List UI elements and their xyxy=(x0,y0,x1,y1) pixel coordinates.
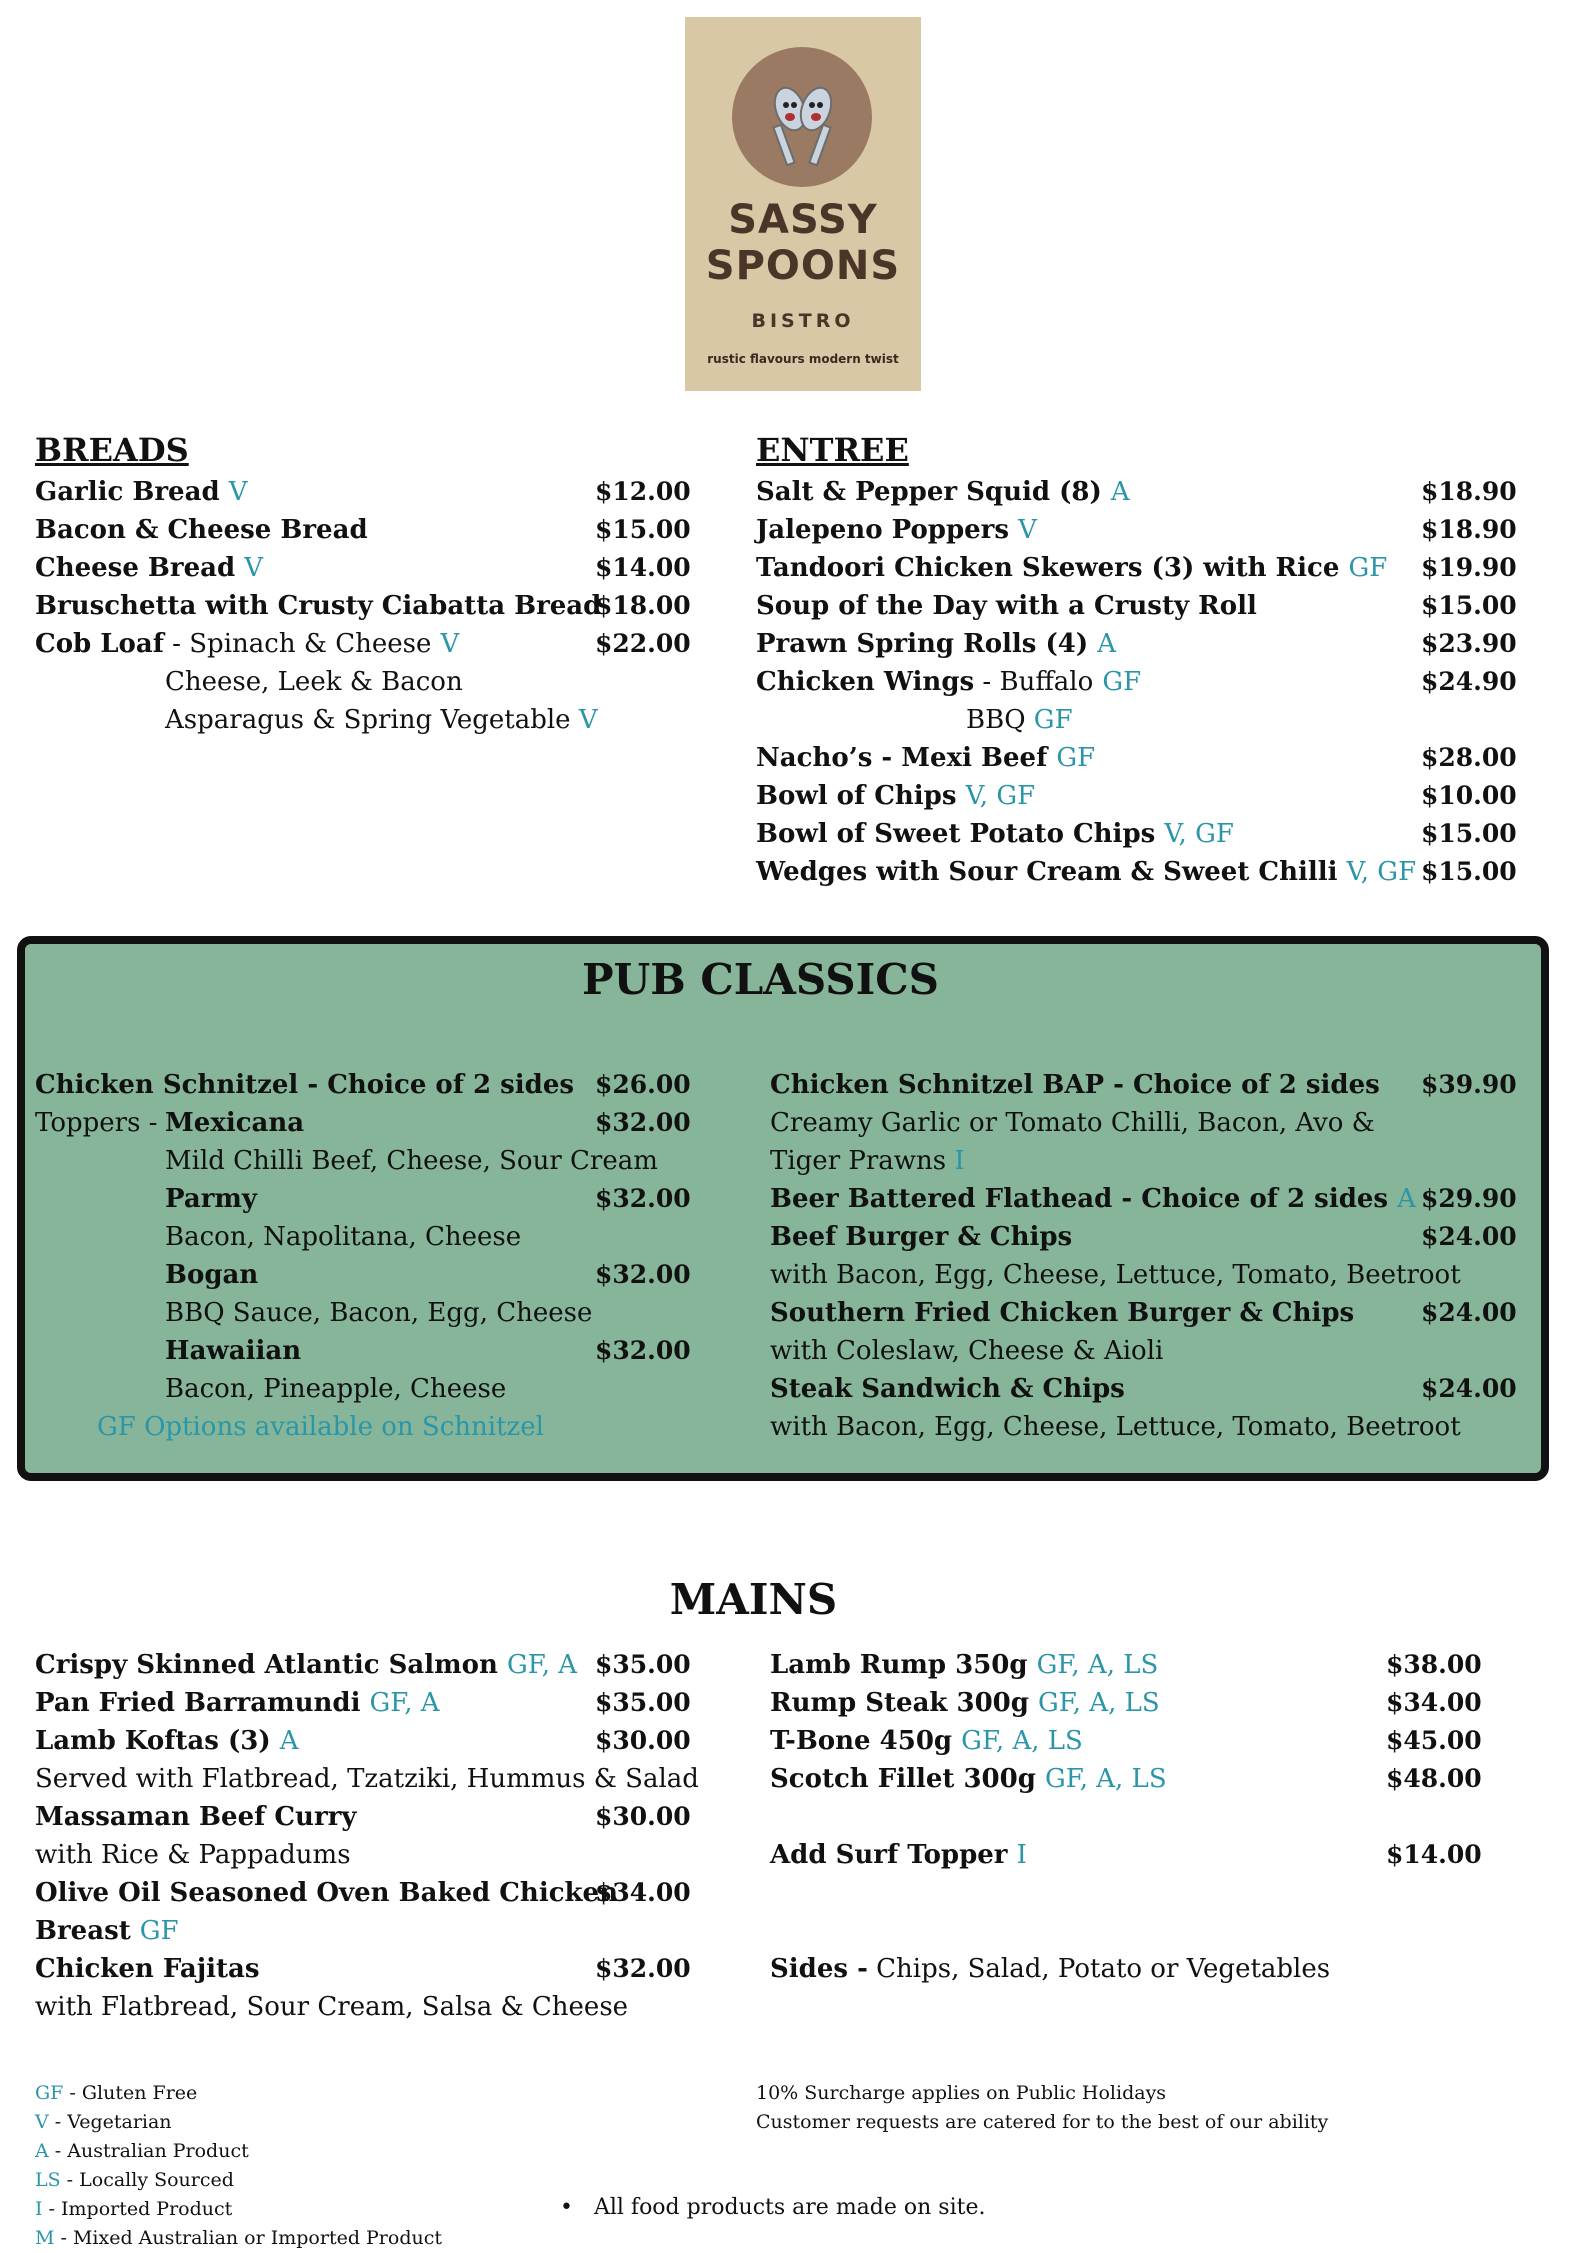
item-description: with Rice & Pappadums xyxy=(35,1840,351,1870)
menu-item: Rump Steak 300g GF, A, LS xyxy=(770,1688,1160,1718)
item-description: Creamy Garlic or Tomato Chilli, Bacon, Avo & xyxy=(770,1108,1375,1138)
menu-item: Add Surf Topper I xyxy=(770,1840,1027,1870)
menu-price: $15.00 xyxy=(595,515,691,544)
wings-option: BBQ GF xyxy=(966,705,1073,735)
cob-option: Cheese, Leek & Bacon xyxy=(165,667,463,697)
menu-price: $30.00 xyxy=(595,1802,691,1831)
item-description: Served with Flatbread, Tzatziki, Hummus & Salad xyxy=(35,1764,699,1794)
menu-item: Bowl of Chips V, GF xyxy=(756,781,1036,811)
menu-price: $38.00 xyxy=(1386,1650,1482,1679)
menu-price: $34.00 xyxy=(595,1878,691,1907)
legend-item: GF - Gluten Free xyxy=(35,2082,198,2104)
surcharge-note: 10% Surcharge applies on Public Holidays xyxy=(756,2082,1167,2104)
entree-heading: ENTREE xyxy=(756,431,909,469)
menu-price: $14.00 xyxy=(1386,1840,1482,1869)
menu-item: Salt & Pepper Squid (8) A xyxy=(756,477,1130,507)
menu-item: Beef Burger & Chips xyxy=(770,1222,1073,1252)
brand-line-3: BISTRO xyxy=(751,310,855,332)
menu-price: $45.00 xyxy=(1386,1726,1482,1755)
brand-line-1: SASSY xyxy=(728,197,878,243)
menu-price: $32.00 xyxy=(595,1260,691,1289)
menu-item: T-Bone 450g GF, A, LS xyxy=(770,1726,1083,1756)
menu-item: Wedges with Sour Cream & Sweet Chilli V, GF xyxy=(756,857,1417,887)
menu-price: $24.00 xyxy=(1421,1222,1517,1251)
gf-options-note: GF Options available on Schnitzel xyxy=(97,1412,544,1442)
menu-price: $14.00 xyxy=(595,553,691,582)
requests-note: Customer requests are catered for to the best of our ability xyxy=(756,2111,1329,2133)
menu-item: Lamb Rump 350g GF, A, LS xyxy=(770,1650,1159,1680)
menu-price: $22.00 xyxy=(595,629,691,658)
legend-item: V - Vegetarian xyxy=(35,2111,172,2133)
menu-item: Olive Oil Seasoned Oven Baked Chicken xyxy=(35,1878,619,1908)
menu-price: $32.00 xyxy=(595,1336,691,1365)
legend-item: M - Mixed Australian or Imported Product xyxy=(35,2227,443,2249)
menu-price: $29.90 xyxy=(1421,1184,1517,1213)
menu-price: $24.00 xyxy=(1421,1298,1517,1327)
menu-price: $32.00 xyxy=(595,1954,691,1983)
menu-item: Nacho’s - Mexi Beef GF xyxy=(756,743,1096,773)
menu-item: Massaman Beef Curry xyxy=(35,1802,357,1832)
sassy-spoons-logo xyxy=(685,17,921,391)
menu-price: $39.90 xyxy=(1421,1070,1517,1099)
menu-item: Chicken Schnitzel - Choice of 2 sides xyxy=(35,1070,575,1100)
menu-price: $15.00 xyxy=(1421,857,1517,886)
menu-price: $18.00 xyxy=(595,591,691,620)
menu-price: $26.00 xyxy=(595,1070,691,1099)
menu-item: Cheese Bread V xyxy=(35,553,263,583)
menu-price: $15.00 xyxy=(1421,819,1517,848)
menu-item: Hawaiian xyxy=(165,1336,302,1366)
menu-item: Garlic Bread V xyxy=(35,477,248,507)
menu-price: $32.00 xyxy=(595,1108,691,1137)
item-description: with Bacon, Egg, Cheese, Lettuce, Tomato, Beetroot xyxy=(770,1412,1461,1442)
menu-price: $12.00 xyxy=(595,477,691,506)
menu-item: Bogan xyxy=(165,1260,259,1290)
brand-tagline: rustic flavours modern twist xyxy=(707,352,899,366)
menu-price: $10.00 xyxy=(1421,781,1517,810)
menu-item: Parmy xyxy=(165,1184,258,1214)
menu-price: $18.90 xyxy=(1421,477,1517,506)
menu-item: Chicken Wings - Buffalo GF xyxy=(756,667,1142,697)
menu-item: Scotch Fillet 300g GF, A, LS xyxy=(770,1764,1167,1794)
menu-price: $48.00 xyxy=(1386,1764,1482,1793)
menu-item: Mexicana xyxy=(165,1108,305,1138)
menu-price: $28.00 xyxy=(1421,743,1517,772)
menu-item-continued: Breast GF xyxy=(35,1916,179,1946)
menu-item: Chicken Fajitas xyxy=(35,1954,260,1984)
menu-price: $32.00 xyxy=(595,1184,691,1213)
menu-item: Tandoori Chicken Skewers (3) with Rice GF xyxy=(756,553,1388,583)
menu-price: $35.00 xyxy=(595,1650,691,1679)
menu-item: Cob Loaf - Spinach & Cheese V xyxy=(35,629,460,659)
menu-item: Crispy Skinned Atlantic Salmon GF, A xyxy=(35,1650,578,1680)
toppers-label: Toppers - xyxy=(35,1108,158,1138)
menu-item: Southern Fried Chicken Burger & Chips xyxy=(770,1298,1355,1328)
menu-price: $24.90 xyxy=(1421,667,1517,696)
spoon-mascot-icon xyxy=(732,47,872,187)
mains-heading: MAINS xyxy=(669,1575,838,1624)
item-description: with Bacon, Egg, Cheese, Lettuce, Tomato, Beetroot xyxy=(770,1260,1461,1290)
menu-price: $23.90 xyxy=(1421,629,1517,658)
item-description: Bacon, Napolitana, Cheese xyxy=(165,1222,522,1252)
legend-item: A - Australian Product xyxy=(35,2140,249,2162)
menu-price: $34.00 xyxy=(1386,1688,1482,1717)
brand-line-2: SPOONS xyxy=(705,243,901,289)
menu-price: $35.00 xyxy=(595,1688,691,1717)
menu-item: Bowl of Sweet Potato Chips V, GF xyxy=(756,819,1234,849)
menu-price: $18.90 xyxy=(1421,515,1517,544)
item-description: Tiger Prawns I xyxy=(770,1146,965,1176)
sides-line: Sides - Chips, Salad, Potato or Vegetables xyxy=(770,1954,1331,1984)
menu-price: $15.00 xyxy=(1421,591,1517,620)
item-description: with Coleslaw, Cheese & Aioli xyxy=(770,1336,1164,1366)
item-description: with Flatbread, Sour Cream, Salsa & Cheese xyxy=(35,1992,629,2022)
menu-price: $24.00 xyxy=(1421,1374,1517,1403)
menu-price: $30.00 xyxy=(595,1726,691,1755)
menu-price: $19.90 xyxy=(1421,553,1517,582)
menu-item: Soup of the Day with a Crusty Roll xyxy=(756,591,1257,621)
menu-item: Prawn Spring Rolls (4) A xyxy=(756,629,1117,659)
menu-item: Pan Fried Barramundi GF, A xyxy=(35,1688,440,1718)
item-description: Mild Chilli Beef, Cheese, Sour Cream xyxy=(165,1146,658,1176)
made-on-site-note: • All food products are made on site. xyxy=(560,2195,986,2220)
legend-item: LS - Locally Sourced xyxy=(35,2169,234,2191)
pub-classics-heading: PUB CLASSICS xyxy=(581,955,940,1004)
legend-item: I - Imported Product xyxy=(35,2198,233,2220)
breads-heading: BREADS xyxy=(35,431,189,469)
menu-item: Chicken Schnitzel BAP - Choice of 2 sides xyxy=(770,1070,1380,1100)
menu-item: Lamb Koftas (3) A xyxy=(35,1726,299,1756)
menu-item: Jalepeno Poppers V xyxy=(756,515,1037,545)
menu-item: Bruschetta with Crusty Ciabatta Bread xyxy=(35,591,602,621)
item-description: BBQ Sauce, Bacon, Egg, Cheese xyxy=(165,1298,593,1328)
menu-item: Bacon & Cheese Bread xyxy=(35,515,368,545)
cob-option: Asparagus & Spring Vegetable V xyxy=(165,705,598,735)
menu-item: Steak Sandwich & Chips xyxy=(770,1374,1125,1404)
item-description: Bacon, Pineapple, Cheese xyxy=(165,1374,507,1404)
menu-item: Beer Battered Flathead - Choice of 2 sides A xyxy=(770,1184,1416,1214)
